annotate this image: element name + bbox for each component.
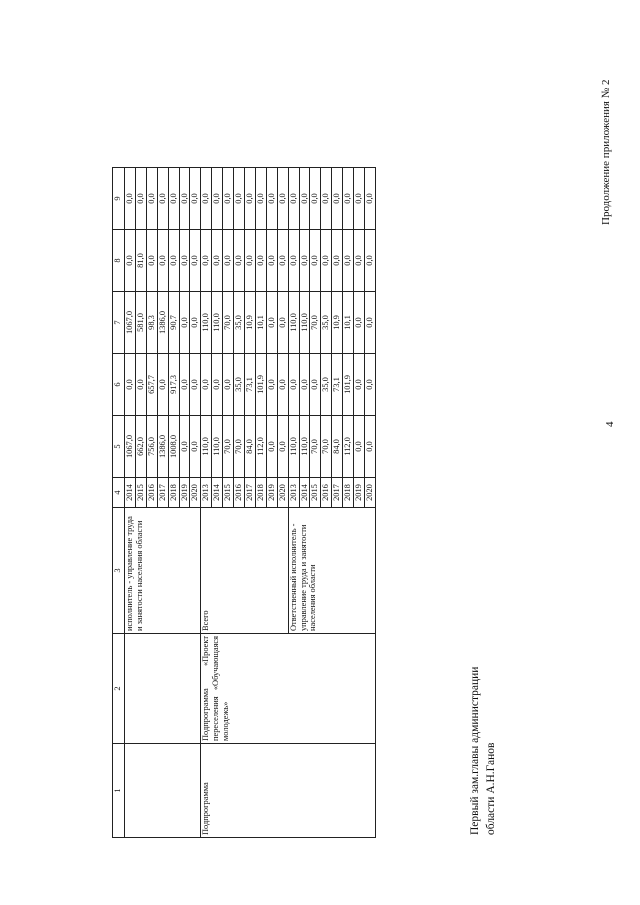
year-cell: 2014 (212, 478, 223, 508)
value-cell: 0,0 (321, 168, 332, 230)
value-cell: 0,0 (190, 354, 201, 416)
value-cell: 0,0 (157, 168, 168, 230)
year-cell: 2018 (255, 478, 266, 508)
responsible-cell: Всего (201, 508, 288, 634)
budget-table (112, 167, 376, 838)
year-cell: 2016 (234, 478, 245, 508)
table-row (125, 168, 136, 838)
value-cell: 581,0 (135, 292, 146, 354)
value-cell: 0,0 (277, 292, 288, 354)
year-cell: 2013 (201, 478, 212, 508)
value-cell: 0,0 (125, 168, 136, 230)
value-cell: 112,0 (343, 416, 354, 478)
value-cell: 0,0 (310, 230, 321, 292)
value-cell: 0,0 (179, 292, 190, 354)
value-cell: 0,0 (157, 354, 168, 416)
value-cell: 110,0 (288, 292, 299, 354)
value-cell: 917,3 (168, 354, 179, 416)
value-cell: 0,0 (354, 230, 365, 292)
responsible-cell: исполнитель - управление труда и занятости населения области (125, 508, 201, 634)
value-cell: 73,1 (332, 354, 343, 416)
year-cell: 2015 (135, 478, 146, 508)
value-cell: 0,0 (179, 230, 190, 292)
year-cell: 2016 (321, 478, 332, 508)
value-cell: 0,0 (179, 354, 190, 416)
value-cell: 0,0 (190, 230, 201, 292)
value-cell: 0,0 (179, 168, 190, 230)
year-cell: 2014 (299, 478, 310, 508)
value-cell: 0,0 (310, 354, 321, 416)
value-cell: 0,0 (310, 168, 321, 230)
value-cell: 0,0 (125, 354, 136, 416)
value-cell: 110,0 (299, 416, 310, 478)
name-cell (125, 634, 201, 744)
value-cell: 0,0 (277, 416, 288, 478)
value-cell: 0,0 (190, 292, 201, 354)
value-cell: 70,0 (234, 416, 245, 478)
value-cell: 0,0 (212, 230, 223, 292)
type-cell: Подпрограмма (201, 744, 376, 838)
value-cell: 1067,0 (125, 416, 136, 478)
value-cell: 1386,0 (157, 292, 168, 354)
value-cell: 0,0 (244, 230, 255, 292)
value-cell: 1008,0 (168, 416, 179, 478)
value-cell: 110,0 (288, 416, 299, 478)
value-cell: 70,0 (310, 292, 321, 354)
column-header: 3 (113, 508, 125, 634)
value-cell: 0,0 (212, 354, 223, 416)
value-cell: 0,0 (190, 416, 201, 478)
value-cell: 0,0 (223, 230, 234, 292)
value-cell: 0,0 (332, 168, 343, 230)
year-cell: 2015 (223, 478, 234, 508)
value-cell: 0,0 (201, 230, 212, 292)
signature-line: области А.Н.Ганов (484, 742, 497, 835)
value-cell: 101,9 (255, 354, 266, 416)
column-header: 2 (113, 634, 125, 744)
value-cell: 0,0 (277, 230, 288, 292)
value-cell: 10,1 (343, 292, 354, 354)
column-header: 8 (113, 230, 125, 292)
column-header: 6 (113, 354, 125, 416)
value-cell: 98,3 (146, 292, 157, 354)
year-cell: 2016 (146, 478, 157, 508)
value-cell: 0,0 (266, 230, 277, 292)
type-cell (125, 744, 201, 838)
value-cell: 0,0 (364, 230, 375, 292)
value-cell: 0,0 (277, 354, 288, 416)
value-cell: 0,0 (125, 230, 136, 292)
value-cell: 662,0 (135, 416, 146, 478)
signature-block (468, 667, 499, 835)
value-cell: 0,0 (168, 230, 179, 292)
value-cell: 756,0 (146, 416, 157, 478)
value-cell: 112,0 (255, 416, 266, 478)
value-cell: 10,9 (332, 292, 343, 354)
year-cell: 2017 (157, 478, 168, 508)
value-cell: 0,0 (364, 168, 375, 230)
value-cell: 110,0 (201, 416, 212, 478)
value-cell: 35,0 (234, 292, 245, 354)
column-header: 9 (113, 168, 125, 230)
year-cell: 2017 (332, 478, 343, 508)
value-cell: 0,0 (146, 168, 157, 230)
year-cell: 2019 (179, 478, 190, 508)
value-cell: 0,0 (244, 168, 255, 230)
value-cell: 0,0 (343, 230, 354, 292)
value-cell: 0,0 (190, 168, 201, 230)
page-number: 4 (604, 421, 616, 427)
value-cell: 0,0 (288, 168, 299, 230)
value-cell: 0,0 (343, 168, 354, 230)
value-cell: 0,0 (255, 230, 266, 292)
value-cell: 84,0 (244, 416, 255, 478)
value-cell: 110,0 (299, 292, 310, 354)
value-cell: 0,0 (299, 168, 310, 230)
value-cell: 0,0 (288, 230, 299, 292)
value-cell: 0,0 (354, 416, 365, 478)
year-cell: 2013 (288, 478, 299, 508)
value-cell: 0,0 (255, 168, 266, 230)
value-cell: 84,0 (332, 416, 343, 478)
value-cell: 0,0 (201, 354, 212, 416)
value-cell: 0,0 (364, 292, 375, 354)
value-cell: 70,0 (310, 416, 321, 478)
value-cell: 73,1 (244, 354, 255, 416)
value-cell: 0,0 (234, 230, 245, 292)
value-cell: 110,0 (201, 292, 212, 354)
appendix-caption: Продолжение приложения № 2 (600, 79, 612, 225)
year-cell: 2018 (168, 478, 179, 508)
year-cell: 2020 (364, 478, 375, 508)
value-cell: 70,0 (223, 416, 234, 478)
year-cell: 2020 (277, 478, 288, 508)
value-cell: 0,0 (321, 230, 332, 292)
value-cell: 81,0 (135, 230, 146, 292)
column-header: 4 (113, 478, 125, 508)
value-cell: 0,0 (168, 168, 179, 230)
value-cell: 0,0 (266, 292, 277, 354)
value-cell: 0,0 (212, 168, 223, 230)
value-cell: 0,0 (354, 292, 365, 354)
responsible-cell: Ответственный исполнитель - управление труда и занятости населения области (288, 508, 375, 634)
value-cell: 0,0 (146, 230, 157, 292)
signature-line: Первый зам.главы администрации (469, 666, 481, 835)
value-cell: 0,0 (135, 168, 146, 230)
value-cell: 1067,0 (125, 292, 136, 354)
value-cell: 0,0 (364, 354, 375, 416)
value-cell: 0,0 (277, 168, 288, 230)
value-cell: 70,0 (321, 416, 332, 478)
value-cell: 10,1 (255, 292, 266, 354)
table-header-row (113, 168, 125, 838)
year-cell: 2014 (125, 478, 136, 508)
value-cell: 110,0 (212, 292, 223, 354)
value-cell: 0,0 (299, 354, 310, 416)
column-header: 5 (113, 416, 125, 478)
table-row (201, 168, 212, 838)
value-cell: 70,0 (223, 292, 234, 354)
value-cell: 0,0 (266, 416, 277, 478)
value-cell: 1386,0 (157, 416, 168, 478)
value-cell: 0,0 (299, 230, 310, 292)
year-cell: 2019 (354, 478, 365, 508)
value-cell: 0,0 (354, 354, 365, 416)
value-cell: 0,0 (201, 168, 212, 230)
value-cell: 0,0 (234, 168, 245, 230)
year-cell: 2015 (310, 478, 321, 508)
value-cell: 0,0 (157, 230, 168, 292)
value-cell: 35,0 (321, 354, 332, 416)
value-cell: 657,7 (146, 354, 157, 416)
value-cell: 0,0 (266, 354, 277, 416)
year-cell: 2018 (343, 478, 354, 508)
value-cell: 0,0 (266, 168, 277, 230)
value-cell: 35,0 (321, 292, 332, 354)
year-cell: 2019 (266, 478, 277, 508)
value-cell: 0,0 (364, 416, 375, 478)
subprogram-name-cell: Подпрограмма «Проект переселения «Обучающаяся молодежь» (201, 634, 376, 744)
column-header: 1 (113, 744, 125, 838)
column-header: 7 (113, 292, 125, 354)
value-cell: 90,7 (168, 292, 179, 354)
year-cell: 2020 (190, 478, 201, 508)
value-cell: 35,0 (234, 354, 245, 416)
value-cell: 0,0 (223, 168, 234, 230)
value-cell: 110,0 (212, 416, 223, 478)
table-body (125, 168, 376, 838)
value-cell: 0,0 (223, 354, 234, 416)
value-cell: 0,0 (354, 168, 365, 230)
value-cell: 101,9 (343, 354, 354, 416)
value-cell: 0,0 (332, 230, 343, 292)
year-cell: 2017 (244, 478, 255, 508)
value-cell: 10,9 (244, 292, 255, 354)
value-cell: 0,0 (179, 416, 190, 478)
value-cell: 0,0 (288, 354, 299, 416)
value-cell: 0,0 (135, 354, 146, 416)
